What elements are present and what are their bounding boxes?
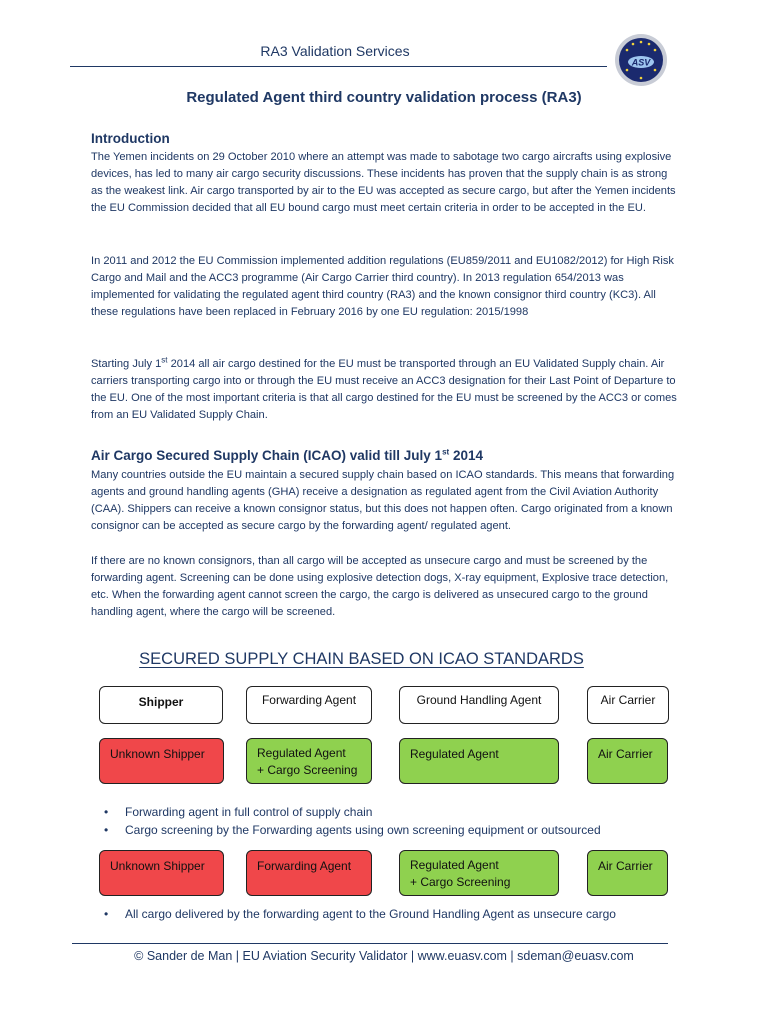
column-header-ground-handling-agent: Ground Handling Agent bbox=[399, 686, 559, 724]
diagram-title: SECURED SUPPLY CHAIN BASED ON ICAO STANDARDS bbox=[139, 650, 584, 668]
row2-forwarding-agent: Forwarding Agent bbox=[246, 850, 372, 896]
row1-regulated-agent-screening: Regulated Agent + Cargo Screening bbox=[246, 738, 372, 784]
icao-paragraph-2: If there are no known consignors, than all cargo will be accepted as unsecure cargo and must be screened by the forwarding agent. Screening can be done using explosive detection dogs, X-ray equipment, Explosive trace detection, etc. When the forwarding agent cannot screen the cargo, the cargo is delivered as unsecured cargo to the ground handling agent, where the cargo will be screened. bbox=[91, 555, 669, 619]
icao-paragraph-1: Many countries outside the EU maintain a secured supply chain based on ICAO standards. This means that forwarding agents and ground handling agents (GHA) receive a designation as regulated agent from the Civil Aviation Authority (CAA). Shippers can receive a known consignor status, but this does not happen often. Cargo originated from a known consignor can be accepted as secure cargo by the forwarding agent/ regulated agent. bbox=[91, 469, 675, 533]
row1-air-carrier: Air Carrier bbox=[587, 738, 668, 784]
row2-air-carrier: Air Carrier bbox=[587, 850, 668, 896]
icao-section bbox=[91, 467, 681, 535]
intro-paragraph-3: Starting July 1st 2014 all air cargo destined for the EU must be transported through an EU Validated Supply chain. Air carriers transporting cargo into or through the EU must receive an ACC3 designation for their Last Point of Departure to the EU. One of the most important criteria is that all cargo destined for the EU must be screened by the ACC3 or comes from an EU Validated Supply Chain. bbox=[91, 355, 677, 422]
row2-regulated-agent-screening: Regulated Agent + Cargo Screening bbox=[399, 850, 559, 896]
column-header-forwarding-agent: Forwarding Agent bbox=[246, 686, 372, 724]
column-header-air-carrier: Air Carrier bbox=[587, 686, 669, 724]
header-divider bbox=[70, 66, 607, 67]
intro-heading: Introduction bbox=[91, 131, 170, 146]
bullet-list-2 bbox=[99, 905, 616, 923]
icao-section-2 bbox=[91, 553, 681, 621]
intro-section bbox=[91, 149, 681, 217]
footer-divider bbox=[72, 943, 668, 944]
page-title: Regulated Agent third country validation process (RA3) bbox=[186, 89, 582, 106]
header-title: RA3 Validation Services bbox=[260, 43, 410, 59]
intro-paragraph-1: The Yemen incidents on 29 October 2010 where an attempt was made to sabotage two cargo aircrafts using explosive devices, has led to many air cargo security discussions. These incidents has proven that the supply chain is as strong as the weakest link. Air cargo transported by air to the EU was accepted as secure cargo, but after the Yemen incidents the EU Commission decided that all EU bound cargo must meet certain criteria in order to be accepted in the EU. bbox=[91, 151, 676, 215]
column-header-shipper: Shipper bbox=[99, 686, 223, 724]
bullet-item: • All cargo delivered by the forwarding agent to the Ground Handling Agent as unsecure cargo bbox=[99, 905, 616, 923]
intro-paragraph-2: In 2011 and 2012 the EU Commission implemented addition regulations (EU859/2011 and EU1082/2012) for High Risk Cargo and Mail and the ACC3 programme (Air Cargo Carrier third country). In 2013 regulation 654/2013 was implemented for validating the regulated agent third country (RA3) and the known consignor third country (KC3). All these regulations have been replaced in February 2016 by one EU regulation: 2015/1998 bbox=[91, 255, 674, 319]
intro-section-3 bbox=[91, 356, 681, 424]
row1-regulated-agent: Regulated Agent bbox=[399, 738, 559, 784]
intro-section-2 bbox=[91, 253, 681, 321]
row2-unknown-shipper: Unknown Shipper bbox=[99, 850, 224, 896]
footer: © Sander de Man | EU Aviation Security Validator | www.euasv.com | sdeman@euasv.com bbox=[134, 949, 634, 963]
bullet-item: • Forwarding agent in full control of supply chain bbox=[99, 803, 601, 821]
logo-text: ASV bbox=[631, 57, 651, 68]
asv-logo bbox=[614, 33, 668, 87]
icao-heading: Air Cargo Secured Supply Chain (ICAO) valid till July 1st 2014 bbox=[91, 447, 483, 463]
bullet-item: • Cargo screening by the Forwarding agents using own screening equipment or outsourced bbox=[99, 821, 601, 839]
bullet-list-1 bbox=[99, 803, 601, 839]
row1-unknown-shipper: Unknown Shipper bbox=[99, 738, 224, 784]
